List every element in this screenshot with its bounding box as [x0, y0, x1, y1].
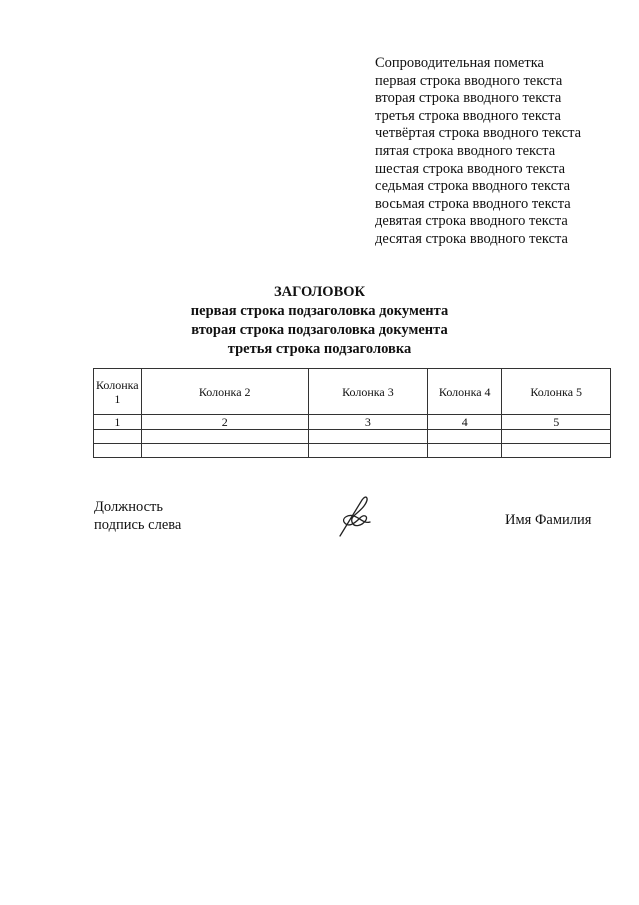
appendix-line: десятая строка вводного текста — [375, 230, 568, 247]
table-cell — [308, 430, 427, 444]
appendix-line: третья строка вводного текста — [375, 107, 561, 124]
column-header: Колонка 1 — [94, 369, 142, 415]
column-number: 1 — [94, 415, 142, 430]
table-row — [94, 444, 611, 458]
column-header: Колонка 3 — [308, 369, 427, 415]
appendix-line: вторая строка вводного текста — [375, 90, 562, 107]
table-header-row — [94, 369, 611, 415]
table-cell — [428, 430, 502, 444]
title-line: первая строка подзаголовка документа — [190, 303, 449, 319]
column-number: 2 — [141, 415, 308, 430]
ledger-table — [93, 368, 611, 458]
table-cell — [502, 444, 611, 458]
table-cell — [308, 444, 427, 458]
table-cell — [428, 444, 502, 458]
column-number: 5 — [502, 415, 611, 430]
appendix-line: Сопроводительная пометка — [375, 55, 544, 71]
table-cell — [94, 444, 142, 458]
table-cell — [141, 444, 308, 458]
column-header: Колонка 4 — [428, 369, 502, 415]
appendix-line: пятая строка вводного текста — [375, 142, 556, 159]
appendix-line: первая строка вводного текста — [375, 72, 563, 89]
document-title — [0, 283, 639, 359]
column-header: Колонка 2 — [141, 369, 308, 415]
table-cell — [502, 430, 611, 444]
handwritten-signature — [330, 492, 380, 540]
title-line: третья строка подзаголовка — [227, 341, 412, 357]
column-number: 3 — [308, 415, 427, 430]
position-line: Должность — [94, 499, 163, 515]
appendix-line: девятая строка вводного текста — [375, 213, 568, 230]
table-cell — [141, 430, 308, 444]
title-main: ЗАГОЛОВОК — [273, 284, 366, 300]
appendix-line: шестая строка вводного текста — [375, 160, 566, 177]
signature-position — [94, 498, 181, 534]
appendix-line: восьмая строка вводного текста — [375, 195, 571, 212]
signatory-name: Имя Фамилия — [505, 512, 592, 528]
title-line: вторая строка подзаголовка документа — [191, 322, 448, 338]
table-row — [94, 430, 611, 444]
appendix-line: седьмая строка вводного текста — [375, 178, 571, 195]
appendix-note — [375, 55, 581, 249]
column-header: Колонка 5 — [502, 369, 611, 415]
column-number: 4 — [428, 415, 502, 430]
position-line: подпись слева — [94, 517, 182, 533]
appendix-line: четвёртая строка вводного текста — [375, 125, 582, 142]
table-cell — [94, 430, 142, 444]
column-number-row — [94, 415, 611, 430]
